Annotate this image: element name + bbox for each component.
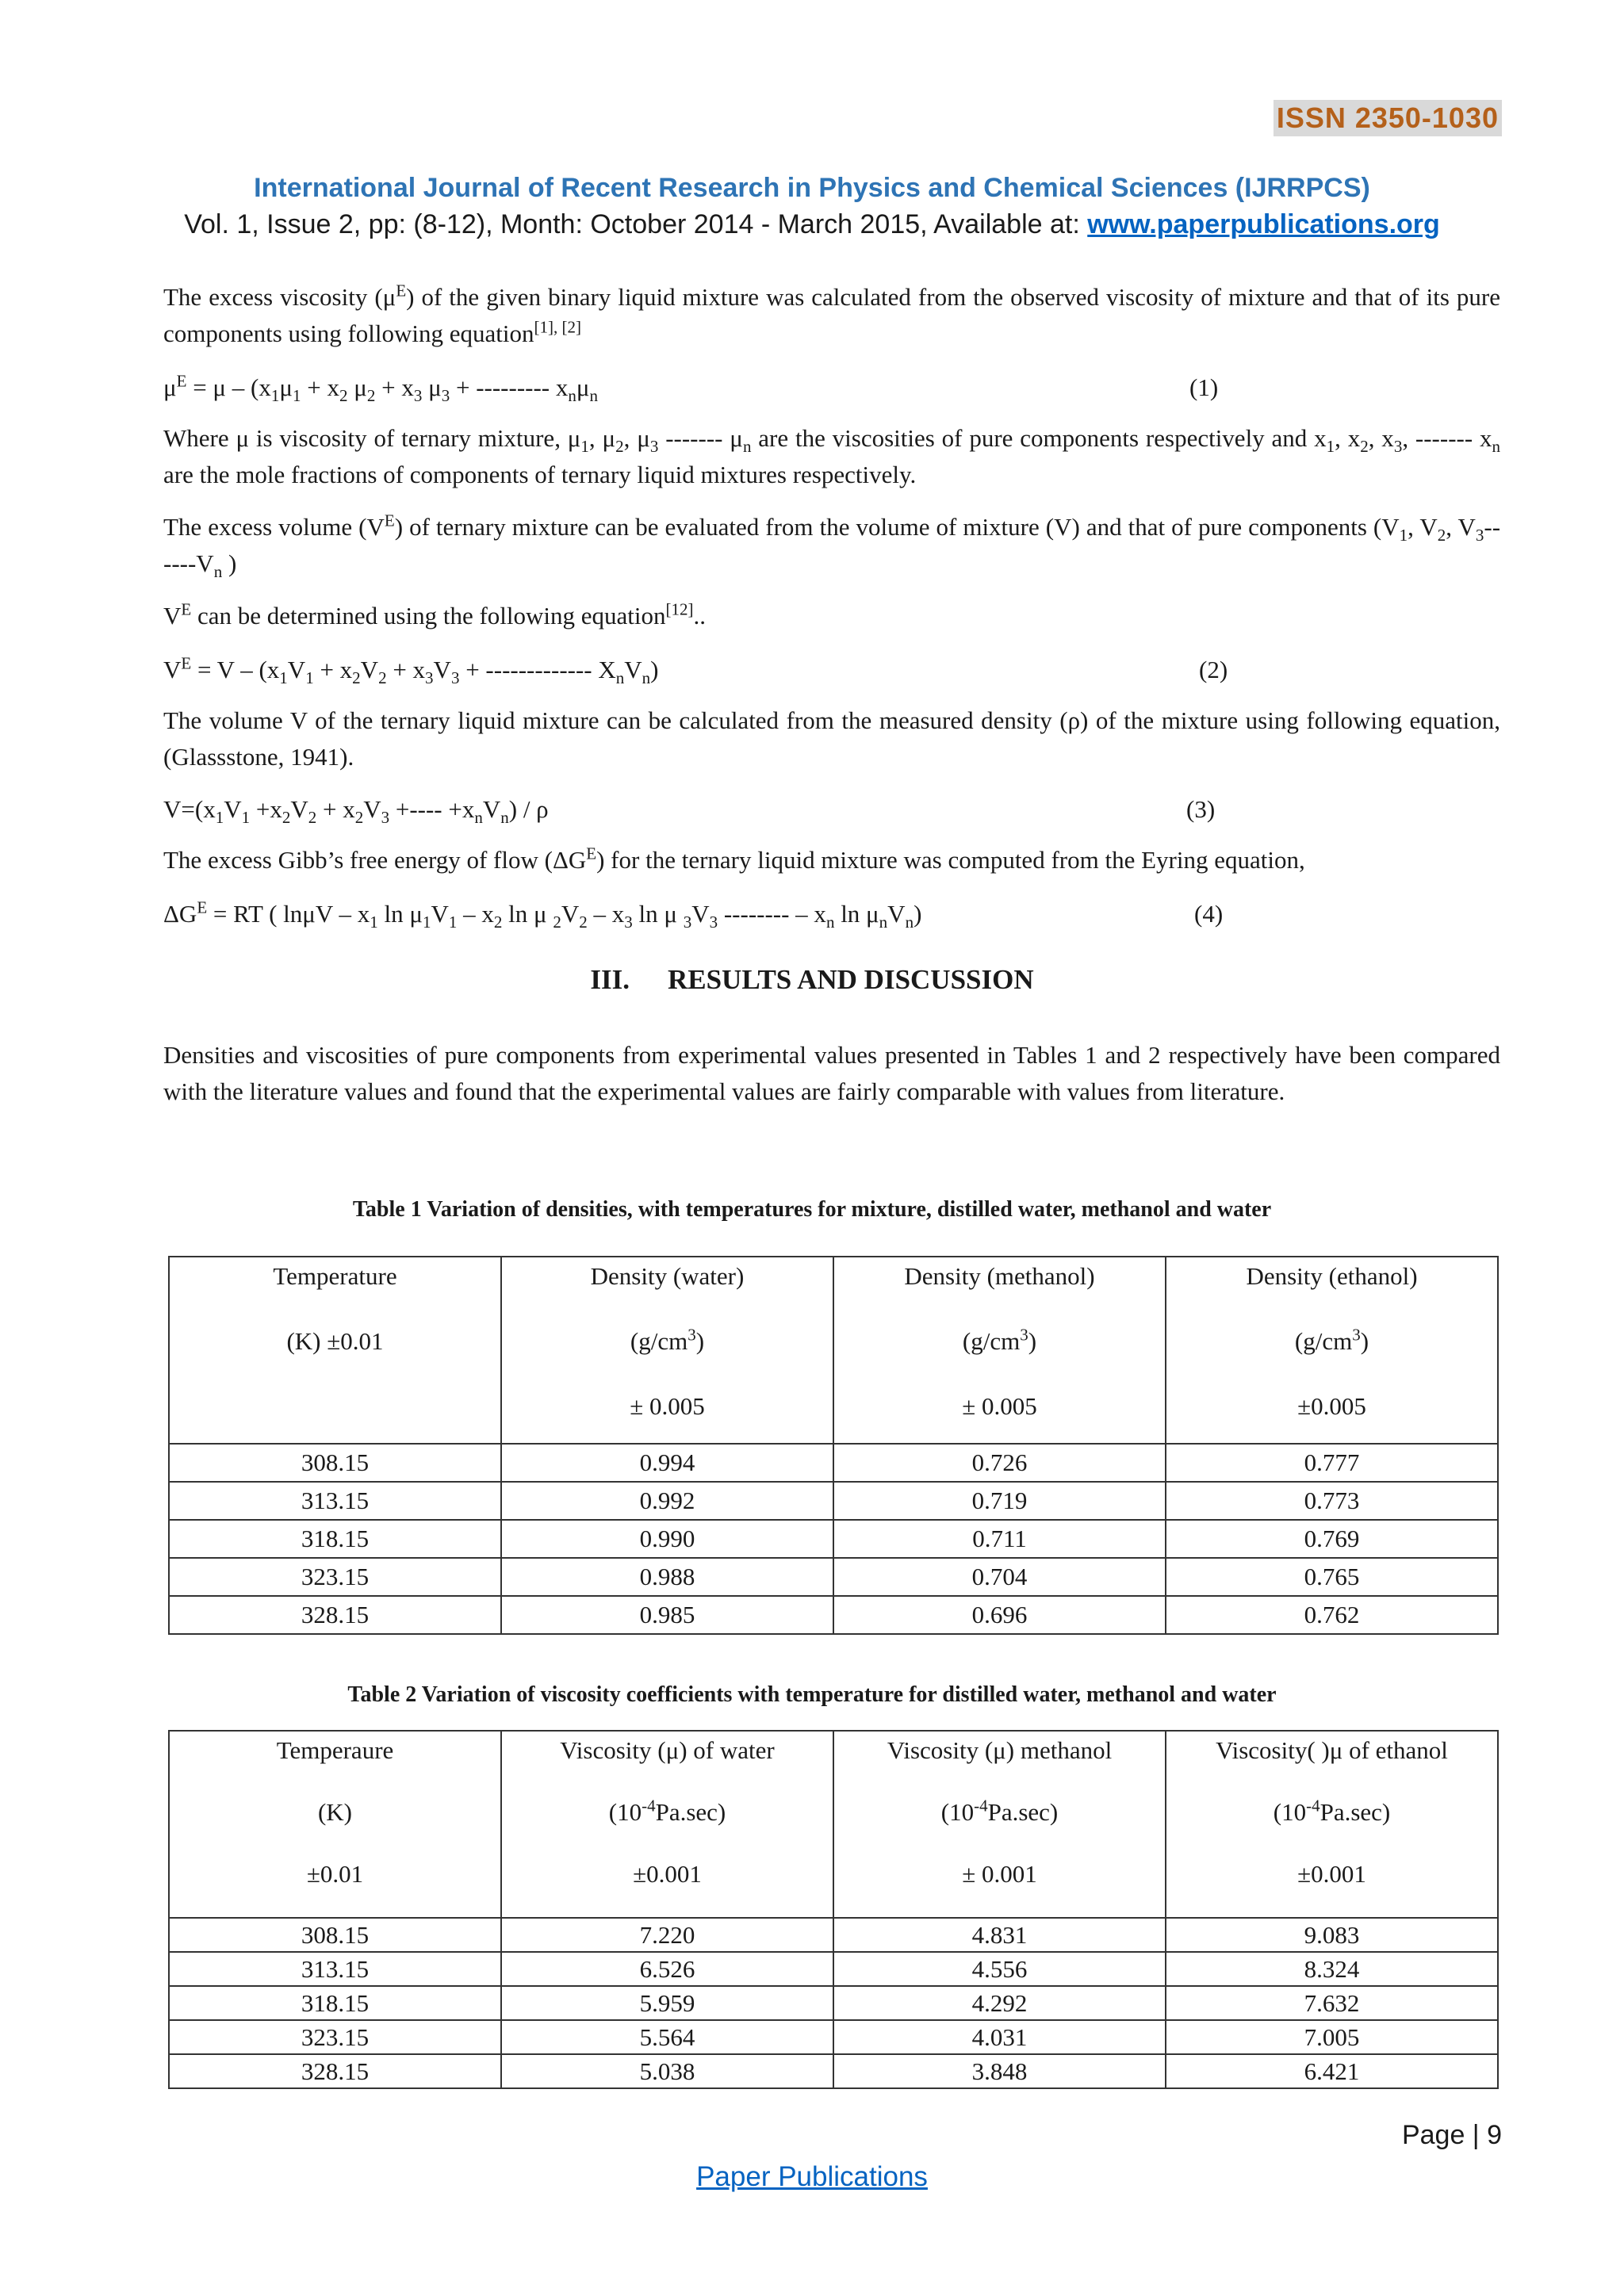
header-line-3: ±0.005 xyxy=(1297,1392,1366,1420)
table-cell: 8.324 xyxy=(1166,1952,1498,1986)
header-line-3: ±0.01 xyxy=(306,1860,364,1888)
paragraph-excess-viscosity: The excess viscosity $(\mu^E)$ of the given binary liquid mixture was calculated from the observed viscosity of mixture and that of its pure components using following equation[1], [2] xyxy=(163,281,1500,347)
table-cell: 323.15 xyxy=(169,2020,501,2054)
table-header-row xyxy=(169,1257,1498,1444)
table-row xyxy=(169,1952,1498,1986)
table-cell: 0.704 xyxy=(833,1558,1166,1596)
equation-1-number: (1) xyxy=(1189,373,1219,401)
header-line-3: ± 0.005 xyxy=(630,1392,705,1420)
page-number: Page | 9 xyxy=(1401,2120,1502,2150)
header-line-3: ± 0.005 xyxy=(962,1392,1037,1420)
table-1 xyxy=(168,1256,1499,1635)
table-cell: 4.031 xyxy=(833,2020,1166,2054)
table-cell: 323.15 xyxy=(169,1558,501,1596)
header-line-1: Temperature xyxy=(273,1262,397,1290)
table-row xyxy=(169,1558,1498,1596)
table-row xyxy=(169,2054,1498,2088)
header-line-2: (K) xyxy=(317,1798,353,1826)
equation-1: $\mu^E = \mu - (x_1\mu_1 + x_2$ $\mu_2 + x_3$ $\mu_3$ + --------- $x_n\mu_n$ xyxy=(163,371,599,406)
table-cell: 308.15 xyxy=(169,1918,501,1952)
equation-3-number: (3) xyxy=(1186,795,1216,823)
table-cell: 328.15 xyxy=(169,1596,501,1634)
paragraph-volume-calculation: The volume V of the ternary liquid mixture can be calculated from the measured density (ρ) of the mixture using following equation, (Glassstone, 1941). xyxy=(163,706,1500,771)
journal-title: International Journal of Recent Research in Physics and Chemical Sciences (IJRRPCS) xyxy=(254,173,1370,203)
header-line-2: $(g/cm^3)$ xyxy=(630,1325,705,1355)
table-1-body xyxy=(169,1444,1498,1634)
issn-badge: ISSN 2350-1030 xyxy=(1274,100,1502,136)
header-cell xyxy=(169,1731,501,1918)
table-row xyxy=(169,2020,1498,2054)
header-line-3: ±0.001 xyxy=(633,1860,702,1888)
table-cell: 0.765 xyxy=(1166,1558,1498,1596)
header-line-2: $(10^{-4}Pa.\sec)$ xyxy=(940,1796,1059,1826)
table-2-body xyxy=(169,1918,1498,2088)
table-cell: 6.526 xyxy=(501,1952,833,1986)
table-cell: 5.038 xyxy=(501,2054,833,2088)
table-cell: 7.005 xyxy=(1166,2020,1498,2054)
table-cell: 4.831 xyxy=(833,1918,1166,1952)
table-row xyxy=(169,1520,1498,1558)
table-cell: 0.777 xyxy=(1166,1444,1498,1482)
table-cell: 6.421 xyxy=(1166,2054,1498,2088)
table-row xyxy=(169,1596,1498,1634)
paragraph-viscosity-definitions: Where μ is viscosity of ternary mixture, $\mu_1$, $\mu_2$, $\mu_3$ ------- $\mu_n$ are the viscosities of pure components respectively and $x_1$, $x_2$, $x_3$, ------- $x_n$ are the mole fractions of components of ternary liquid mixtures respectively. xyxy=(163,424,1501,488)
section-heading xyxy=(0,964,1624,996)
table-cell: 4.556 xyxy=(833,1952,1166,1986)
header-cell xyxy=(833,1257,1166,1444)
paragraph-results-intro: Densities and viscosities of pure components from experimental values presented in Tables 1 and 2 respectively have been compared with the literature values and found that the experimental values are fairly comparable with values from literature. xyxy=(163,1041,1500,1105)
table-cell: 7.220 xyxy=(501,1918,833,1952)
header-cell xyxy=(1166,1257,1498,1444)
header-line-2: $(g/cm^3)$ xyxy=(1294,1325,1369,1355)
table-cell: 0.769 xyxy=(1166,1520,1498,1558)
header-cell xyxy=(169,1257,501,1444)
table-row xyxy=(169,1482,1498,1520)
journal-volume-info: Vol. 1, Issue 2, pp: (8-12), Month: October 2014 - March 2015, Available at: xyxy=(184,209,1088,239)
header-line-1: Density (water) xyxy=(590,1262,745,1290)
table-cell: 0.711 xyxy=(833,1520,1166,1558)
table-cell: 0.990 xyxy=(501,1520,833,1558)
table-cell: 318.15 xyxy=(169,1520,501,1558)
journal-url-link[interactable]: www.paperpublications.org xyxy=(1087,209,1440,239)
table-cell: 318.15 xyxy=(169,1986,501,2020)
header-line-1: Density (methanol) xyxy=(904,1262,1095,1290)
header-cell xyxy=(833,1731,1166,1918)
equation-3: $V=(x_1V_1 +x_2V_2 + x_2V_3$ +---- $+x_nV_n) / \rho$ xyxy=(163,795,549,828)
table-cell: 0.992 xyxy=(501,1482,833,1520)
section-number: III. xyxy=(590,964,630,995)
header-line-3: ± 0.001 xyxy=(962,1860,1037,1888)
header-line-3: ±0.001 xyxy=(1297,1860,1366,1888)
table-cell: 0.994 xyxy=(501,1444,833,1482)
header-line-2: $(10^{-4}Pa.\sec)$ xyxy=(608,1796,726,1826)
table-row xyxy=(169,1986,1498,2020)
equation-2-number: (2) xyxy=(1199,656,1228,683)
equation-4-number: (4) xyxy=(1194,900,1224,928)
section-title: RESULTS AND DISCUSSION xyxy=(667,964,1034,995)
table-cell: 0.988 xyxy=(501,1558,833,1596)
table-cell: 313.15 xyxy=(169,1952,501,1986)
table-cell: 3.848 xyxy=(833,2054,1166,2088)
header-line-2: (K) ±0.01 xyxy=(286,1327,384,1355)
table-cell: 308.15 xyxy=(169,1444,501,1482)
publisher-link[interactable]: Paper Publications xyxy=(696,2161,928,2192)
header-cell xyxy=(1166,1731,1498,1918)
header-line-1: Temperaure xyxy=(276,1736,394,1764)
table-cell: 0.726 xyxy=(833,1444,1166,1482)
paragraph-ve-equation-intro: $V^E$ can be determined using the following equation[12].. xyxy=(163,599,707,629)
table-cell: 0.773 xyxy=(1166,1482,1498,1520)
table-cell: 7.632 xyxy=(1166,1986,1498,2020)
table-cell: 0.696 xyxy=(833,1596,1166,1634)
paragraph-gibbs-energy: The excess Gibb’s free energy of flow $(\Delta G^E)$ for the ternary liquid mixture was computed from the Eyring equation, xyxy=(163,844,1305,874)
table-cell: 0.762 xyxy=(1166,1596,1498,1634)
table-cell: 5.959 xyxy=(501,1986,833,2020)
header-cell xyxy=(501,1257,833,1444)
table-cell: 328.15 xyxy=(169,2054,501,2088)
header-line-1: Viscosity (μ) of water xyxy=(560,1736,775,1764)
table-cell: 5.564 xyxy=(501,2020,833,2054)
header-line-1: Viscosity( )μ of ethanol xyxy=(1216,1736,1448,1764)
table-row xyxy=(169,1444,1498,1482)
equation-4: $\Delta G^E$ = RT ( lnμV – $x_1$ $\ln \mu_1V_1 - x_2$ ln μ $_2V_2 - x_3$ ln μ $_3V_3$ -------- – $x_n$ $\ln \mu_nV_n$) xyxy=(163,897,922,932)
table-row xyxy=(169,1918,1498,1952)
equation-2: $V^E = V - (x_1V_1 + x_2V_2 + x_3V_3$ + ------------- $X_nV_n$) xyxy=(163,653,659,688)
table-2 xyxy=(168,1730,1499,2089)
table-header-row xyxy=(169,1731,1498,1918)
table-1-caption: Table 1 Variation of densities, with temperatures for mixture, distilled water, methanol and water xyxy=(352,1197,1272,1222)
header-cell xyxy=(501,1731,833,1918)
table-cell: 313.15 xyxy=(169,1482,501,1520)
table-cell: 0.719 xyxy=(833,1482,1166,1520)
header-line-2: $(10^{-4}Pa.\sec)$ xyxy=(1273,1796,1391,1826)
header-line-1: Density (ethanol) xyxy=(1246,1262,1418,1290)
table-cell: 9.083 xyxy=(1166,1918,1498,1952)
journal-subtitle xyxy=(0,209,1624,240)
header-line-2: $(g/cm^3)$ xyxy=(962,1325,1037,1355)
table-cell: 0.985 xyxy=(501,1596,833,1634)
header-line-1: Viscosity (μ) methanol xyxy=(887,1736,1113,1764)
table-2-caption: Table 2 Variation of viscosity coefficients with temperature for distilled water, methanol and water xyxy=(347,1682,1277,1707)
table-cell: 4.292 xyxy=(833,1986,1166,2020)
paragraph-excess-volume: The excess volume $(V^E)$ of ternary mixture can be evaluated from the volume of mixture (V) and that of pure components ($V_1$, $V_2$, $V_3------V_n$ ) xyxy=(163,511,1501,582)
